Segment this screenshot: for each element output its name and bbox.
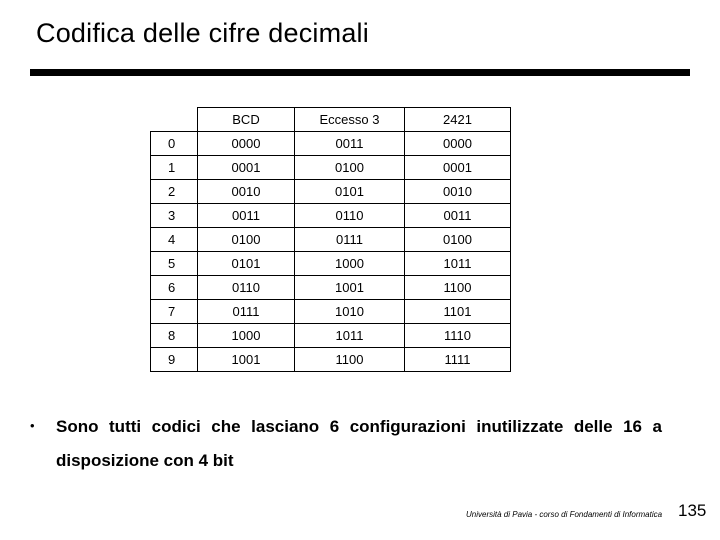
table-cell: 1010 <box>295 300 405 324</box>
table-cell: 0011 <box>198 204 295 228</box>
page-number: 135 <box>678 501 707 520</box>
table-row <box>151 300 511 324</box>
title-divider <box>30 69 690 76</box>
table-header-eccesso-3: Eccesso 3 <box>295 108 405 132</box>
table-row <box>151 324 511 348</box>
table-cell: 0001 <box>405 156 511 180</box>
table-cell: 1100 <box>405 276 511 300</box>
table-header-corner <box>151 108 198 132</box>
table-row <box>151 228 511 252</box>
table-row-digit: 2 <box>151 180 198 204</box>
table-row-digit: 3 <box>151 204 198 228</box>
table-cell: 0100 <box>405 228 511 252</box>
table-row-digit: 6 <box>151 276 198 300</box>
table-row-digit: 0 <box>151 132 198 156</box>
slide-title: Codifica delle cifre decimali <box>36 18 369 48</box>
table-header-bcd: BCD <box>198 108 295 132</box>
table-cell: 0001 <box>198 156 295 180</box>
table-row <box>151 276 511 300</box>
table-row <box>151 252 511 276</box>
table-cell: 0101 <box>295 180 405 204</box>
table-cell: 0010 <box>405 180 511 204</box>
table-row <box>151 180 511 204</box>
bullet-text: Sono tutti codici che lasciano 6 configurazioni inutilizzate delle 16 a disposizione con 4 bit <box>56 417 662 470</box>
table-cell: 1001 <box>295 276 405 300</box>
table-row <box>151 132 511 156</box>
table-row-digit: 9 <box>151 348 198 372</box>
table-cell: 0111 <box>198 300 295 324</box>
table-header-row <box>151 108 511 132</box>
table-cell: 1011 <box>405 252 511 276</box>
table-cell: 1001 <box>198 348 295 372</box>
table-cell: 0100 <box>295 156 405 180</box>
table-cell: 1000 <box>198 324 295 348</box>
table-cell: 0101 <box>198 252 295 276</box>
table-row-digit: 7 <box>151 300 198 324</box>
table-row-digit: 5 <box>151 252 198 276</box>
table-cell: 0000 <box>405 132 511 156</box>
table-header-2421: 2421 <box>405 108 511 132</box>
table-cell: 1100 <box>295 348 405 372</box>
table-row <box>151 348 511 372</box>
table-cell: 0110 <box>295 204 405 228</box>
table-cell: 0111 <box>295 228 405 252</box>
table-cell: 0000 <box>198 132 295 156</box>
table-cell: 0010 <box>198 180 295 204</box>
table-cell: 0011 <box>295 132 405 156</box>
table-cell: 0100 <box>198 228 295 252</box>
table-row-digit: 8 <box>151 324 198 348</box>
table-row <box>151 204 511 228</box>
table-cell: 0110 <box>198 276 295 300</box>
table-cell: 1101 <box>405 300 511 324</box>
table-cell: 1011 <box>295 324 405 348</box>
table-row-digit: 1 <box>151 156 198 180</box>
table-cell: 1000 <box>295 252 405 276</box>
decimal-codes-table <box>150 107 511 372</box>
bullet-dot: • <box>30 418 35 433</box>
table-cell: 1110 <box>405 324 511 348</box>
table-row-digit: 4 <box>151 228 198 252</box>
table-cell: 1111 <box>405 348 511 372</box>
table-row <box>151 156 511 180</box>
table-cell: 0011 <box>405 204 511 228</box>
footer-text: Università di Pavia - corso di Fondamenti di Informatica <box>466 510 663 519</box>
